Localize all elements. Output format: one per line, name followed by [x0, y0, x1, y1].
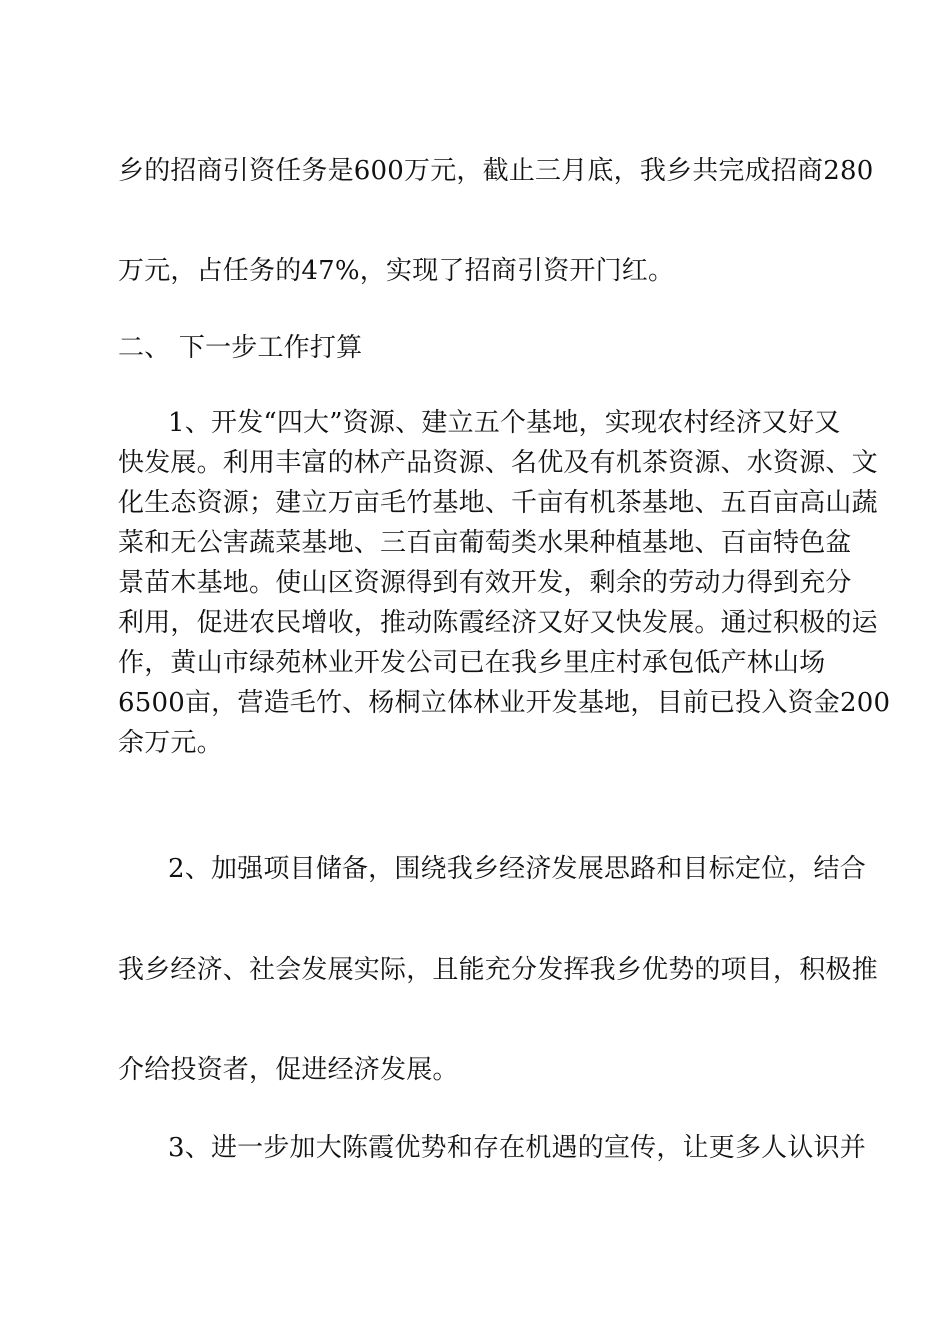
- paragraph-line: 余万元。: [118, 728, 223, 758]
- paragraph-line: 1、开发“四大”资源、建立五个基地，实现农村经济又好又: [168, 408, 841, 438]
- paragraph-line: 我乡经济、社会发展实际，且能充分发挥我乡优势的项目，积极推: [118, 955, 878, 985]
- section-heading: 二、 下一步工作打算: [118, 333, 363, 363]
- paragraph-line: 介给投资者，促进经济发展。: [118, 1055, 459, 1085]
- paragraph-line: 化生态资源；建立万亩毛竹基地、千亩有机茶基地、五百亩高山蔬: [118, 488, 878, 518]
- paragraph-line: 乡的招商引资任务是600万元，截止三月底，我乡共完成招商280: [118, 156, 874, 186]
- paragraph-line: 利用，促进农民增收，推动陈霞经济又好又快发展。通过积极的运: [118, 608, 878, 638]
- paragraph-line: 3、进一步加大陈霞优势和存在机遇的宣传，让更多人认识并: [168, 1133, 866, 1163]
- paragraph-line: 6500亩，营造毛竹、杨桐立体林业开发基地，目前已投入资金200: [118, 688, 891, 718]
- paragraph-line: 万元，占任务的47%，实现了招商引资开门红。: [118, 256, 675, 286]
- paragraph-line: 2、加强项目储备，围绕我乡经济发展思路和目标定位，结合: [168, 854, 866, 884]
- paragraph-line: 快发展。利用丰富的林产品资源、名优及有机茶资源、水资源、文: [118, 448, 878, 478]
- paragraph-line: 景苗木基地。使山区资源得到有效开发，剩余的劳动力得到充分: [118, 568, 852, 598]
- paragraph-line: 菜和无公害蔬菜基地、三百亩葡萄类水果种植基地、百亩特色盆: [118, 528, 852, 558]
- paragraph-line: 作，黄山市绿苑林业开发公司已在我乡里庄村承包低产林山场: [118, 648, 826, 678]
